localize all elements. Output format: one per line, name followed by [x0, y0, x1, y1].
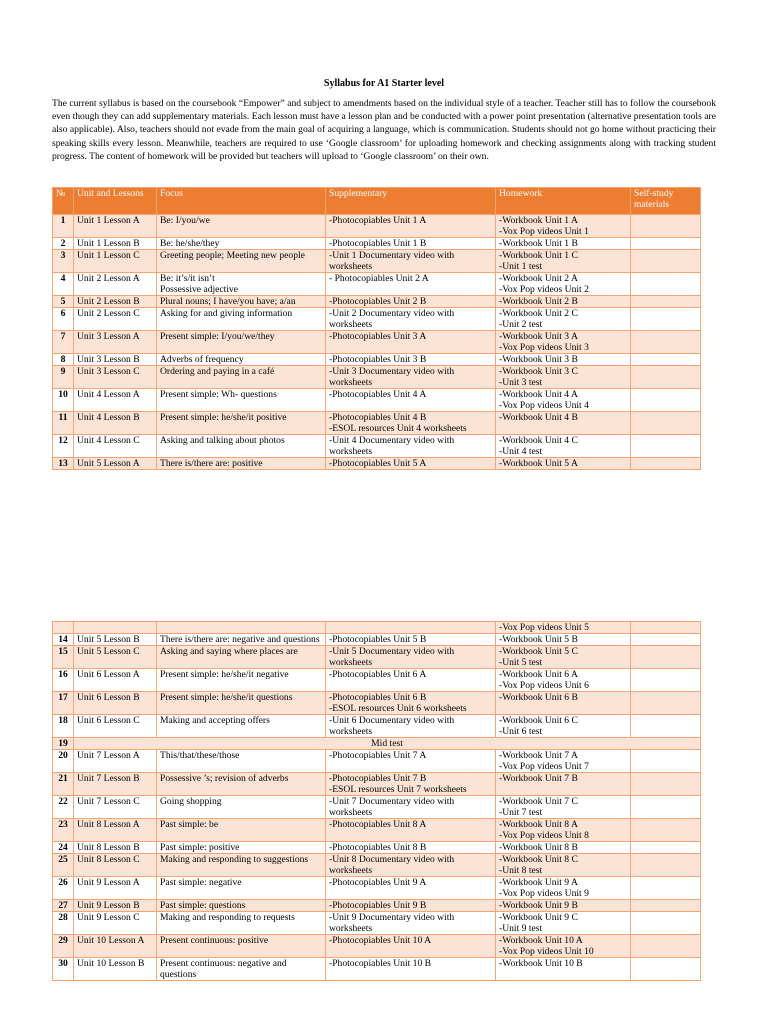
cell-number: 19 [53, 738, 74, 750]
cell-supplementary: -Photocopiables Unit 2 B [326, 296, 496, 308]
cell-unit: Unit 3 Lesson A [74, 331, 157, 354]
table-row [53, 354, 701, 366]
cell-focus: Asking and talking about photos [157, 435, 326, 458]
cell-self-study [631, 354, 701, 366]
cell-number: 6 [53, 308, 74, 331]
cell-homework: -Vox Pop videos Unit 5 [496, 622, 631, 634]
cell-supplementary: -Unit 9 Documentary video with worksheets [326, 912, 496, 935]
cell-homework: -Workbook Unit 7 B [496, 773, 631, 796]
cell-homework: -Workbook Unit 7 C -Unit 7 test [496, 796, 631, 819]
header-homework: Homework [496, 188, 631, 215]
cell-supplementary: -Unit 5 Documentary video with worksheets [326, 646, 496, 669]
cell-focus: Going shopping [157, 796, 326, 819]
syllabus-table-page-1 [52, 187, 701, 470]
cell-supplementary: -Photocopiables Unit 6 B -ESOL resources Unit 6 worksheets [326, 692, 496, 715]
table-row [53, 273, 701, 296]
cell-focus: There is/there are: negative and questions [157, 634, 326, 646]
cell-self-study [631, 900, 701, 912]
cell-unit: Unit 2 Lesson C [74, 308, 157, 331]
cell-number: 22 [53, 796, 74, 819]
cell-self-study [631, 773, 701, 796]
table-row [53, 646, 701, 669]
cell-unit: Unit 7 Lesson C [74, 796, 157, 819]
cell-supplementary: -Photocopiables Unit 9 B [326, 900, 496, 912]
cell-homework: -Workbook Unit 6 C -Unit 6 test [496, 715, 631, 738]
cell-number: 5 [53, 296, 74, 308]
table-row [53, 773, 701, 796]
cell-unit: Unit 2 Lesson A [74, 273, 157, 296]
table-row [53, 877, 701, 900]
cell-supplementary: -Unit 2 Documentary video with worksheets [326, 308, 496, 331]
cell-self-study [631, 819, 701, 842]
cell-focus: Be: I/you/we [157, 215, 326, 238]
table-row [53, 238, 701, 250]
table-row [53, 854, 701, 877]
cell-supplementary: -Photocopiables Unit 8 A [326, 819, 496, 842]
cell-homework: -Workbook Unit 9 A -Vox Pop videos Unit 9 [496, 877, 631, 900]
cell-homework: -Workbook Unit 9 C -Unit 9 test [496, 912, 631, 935]
cell-number: 8 [53, 354, 74, 366]
cell-supplementary: -Photocopiables Unit 6 A [326, 669, 496, 692]
table-row [53, 296, 701, 308]
cell-unit: Unit 1 Lesson C [74, 250, 157, 273]
cell-supplementary: -Photocopiables Unit 10 B [326, 958, 496, 981]
cell-self-study [631, 389, 701, 412]
cell-supplementary: -Photocopiables Unit 5 A [326, 458, 496, 470]
cell-focus: Present simple: I/you/we/they [157, 331, 326, 354]
table-row [53, 634, 701, 646]
cell-self-study [631, 308, 701, 331]
cell-number: 17 [53, 692, 74, 715]
table-row [53, 738, 701, 750]
table-row [53, 842, 701, 854]
cell-self-study [631, 215, 701, 238]
cell-unit: Unit 9 Lesson B [74, 900, 157, 912]
cell-focus: There is/there are: positive [157, 458, 326, 470]
cell-number: 2 [53, 238, 74, 250]
cell-focus: Past simple: positive [157, 842, 326, 854]
header-supplementary: Supplementary [326, 188, 496, 215]
cell-self-study [631, 458, 701, 470]
cell-self-study [631, 646, 701, 669]
cell-supplementary: -Photocopiables Unit 3 B [326, 354, 496, 366]
cell-unit: Unit 7 Lesson B [74, 773, 157, 796]
table-row [53, 958, 701, 981]
cell-unit: Unit 1 Lesson A [74, 215, 157, 238]
cell-focus: Past simple: questions [157, 900, 326, 912]
cell-homework: -Workbook Unit 10 B [496, 958, 631, 981]
cell-number: 20 [53, 750, 74, 773]
cell-focus: Present simple: Wh- questions [157, 389, 326, 412]
cell-self-study [631, 750, 701, 773]
table-row [53, 912, 701, 935]
cell-number: 12 [53, 435, 74, 458]
cell-supplementary: -Unit 1 Documentary video with worksheets [326, 250, 496, 273]
cell-number: 14 [53, 634, 74, 646]
cell-self-study [631, 692, 701, 715]
cell-homework: -Workbook Unit 5 A [496, 458, 631, 470]
cell-supplementary: -Photocopiables Unit 7 A [326, 750, 496, 773]
cell-focus: Be: it’s/it isn’t Possessive adjective [157, 273, 326, 296]
table-row [53, 389, 701, 412]
table-header-row [53, 188, 701, 215]
cell-supplementary: -Photocopiables Unit 8 B [326, 842, 496, 854]
cell-focus: Present simple: he/she/it questions [157, 692, 326, 715]
cell-homework: -Workbook Unit 1 C -Unit 1 test [496, 250, 631, 273]
cell-supplementary: -Photocopiables Unit 7 B -ESOL resources Unit 7 worksheets [326, 773, 496, 796]
cell-unit: Unit 10 Lesson B [74, 958, 157, 981]
cell-supplementary: -Photocopiables Unit 4 B -ESOL resources Unit 4 worksheets [326, 412, 496, 435]
cell-focus: Plural nouns; I have/you have; a/an [157, 296, 326, 308]
table-row [53, 215, 701, 238]
cell-self-study [631, 912, 701, 935]
table-row [53, 308, 701, 331]
cell-homework: -Workbook Unit 3 A -Vox Pop videos Unit 3 [496, 331, 631, 354]
cell-self-study [631, 634, 701, 646]
page-title: Syllabus for A1 Starter level [323, 78, 445, 89]
cell-homework: -Workbook Unit 2 B [496, 296, 631, 308]
cell-homework: -Workbook Unit 9 B [496, 900, 631, 912]
table-row-continuation [53, 622, 701, 634]
cell-supplementary: -Unit 7 Documentary video with worksheets [326, 796, 496, 819]
cell-homework: -Workbook Unit 6 A -Vox Pop videos Unit 6 [496, 669, 631, 692]
header-focus: Focus [157, 188, 326, 215]
cell-unit: Unit 3 Lesson B [74, 354, 157, 366]
cell-self-study [631, 715, 701, 738]
cell-number: 9 [53, 366, 74, 389]
cell-homework: -Workbook Unit 4 B [496, 412, 631, 435]
cell-homework: -Workbook Unit 4 C -Unit 4 test [496, 435, 631, 458]
cell-self-study [631, 958, 701, 981]
cell-unit: Unit 4 Lesson A [74, 389, 157, 412]
cell-number: 3 [53, 250, 74, 273]
cell-focus: Adverbs of frequency [157, 354, 326, 366]
cell-number: 13 [53, 458, 74, 470]
cell-self-study [631, 842, 701, 854]
cell-supplementary: -Photocopiables Unit 1 B [326, 238, 496, 250]
header-self-study: Self-study materials [631, 188, 701, 215]
cell-unit: Unit 8 Lesson A [74, 819, 157, 842]
cell-merged: Mid test [74, 738, 701, 750]
cell-focus: Present continuous: positive [157, 935, 326, 958]
header-number: № [53, 188, 74, 215]
table-row [53, 692, 701, 715]
cell-number: 29 [53, 935, 74, 958]
cell-self-study [631, 250, 701, 273]
cell-focus: Present simple: he/she/it negative [157, 669, 326, 692]
table-row [53, 250, 701, 273]
cell-homework: -Workbook Unit 8 A -Vox Pop videos Unit 8 [496, 819, 631, 842]
cell-focus: Present continuous: negative and questions [157, 958, 326, 981]
cell-number: 23 [53, 819, 74, 842]
cell-focus: Present simple: he/she/it positive [157, 412, 326, 435]
cell-self-study [631, 877, 701, 900]
cell-unit: Unit 4 Lesson B [74, 412, 157, 435]
cell-homework: -Workbook Unit 4 A -Vox Pop videos Unit 4 [496, 389, 631, 412]
cell-number: 7 [53, 331, 74, 354]
table-row [53, 669, 701, 692]
cell-unit: Unit 8 Lesson B [74, 842, 157, 854]
table-row [53, 935, 701, 958]
cell-number: 4 [53, 273, 74, 296]
cell-self-study [631, 331, 701, 354]
cell-homework: -Workbook Unit 1 A -Vox Pop videos Unit 1 [496, 215, 631, 238]
cell-supplementary: -Unit 6 Documentary video with worksheets [326, 715, 496, 738]
cell-supplementary: -Unit 3 Documentary video with worksheets [326, 366, 496, 389]
cell-self-study [631, 796, 701, 819]
table-row [53, 366, 701, 389]
cell-focus: Making and responding to requests [157, 912, 326, 935]
table-row [53, 715, 701, 738]
table-row [53, 796, 701, 819]
syllabus-table-page-2 [52, 621, 701, 981]
cell-self-study [631, 435, 701, 458]
table-row [53, 331, 701, 354]
cell-number: 16 [53, 669, 74, 692]
cell-number: 21 [53, 773, 74, 796]
cell-unit: Unit 2 Lesson B [74, 296, 157, 308]
cell-supplementary: -Photocopiables Unit 10 A [326, 935, 496, 958]
cell-unit: Unit 5 Lesson B [74, 634, 157, 646]
cell-homework: -Workbook Unit 5 B [496, 634, 631, 646]
cell-self-study [631, 669, 701, 692]
cell-number: 30 [53, 958, 74, 981]
cell-self-study [631, 296, 701, 308]
cell-supplementary: -Unit 8 Documentary video with worksheets [326, 854, 496, 877]
cell-number: 27 [53, 900, 74, 912]
cell-unit: Unit 6 Lesson C [74, 715, 157, 738]
cell-unit: Unit 8 Lesson C [74, 854, 157, 877]
cell-self-study [631, 366, 701, 389]
cell-unit: Unit 7 Lesson A [74, 750, 157, 773]
cell-number: 11 [53, 412, 74, 435]
cell-supplementary: - Photocopiables Unit 2 A [326, 273, 496, 296]
cell-unit: Unit 6 Lesson A [74, 669, 157, 692]
table-row [53, 412, 701, 435]
cell-focus: Possessive ’s; revision of adverbs [157, 773, 326, 796]
cell-number: 24 [53, 842, 74, 854]
cell-self-study [631, 238, 701, 250]
cell-focus: Greeting people; Meeting new people [157, 250, 326, 273]
cell-unit: Unit 5 Lesson A [74, 458, 157, 470]
cell-unit: Unit 9 Lesson A [74, 877, 157, 900]
cell-number: 15 [53, 646, 74, 669]
cell-focus: Ordering and paying in a café [157, 366, 326, 389]
table-row [53, 900, 701, 912]
cell-unit: Unit 4 Lesson C [74, 435, 157, 458]
cell-number: 26 [53, 877, 74, 900]
cell-self-study [631, 935, 701, 958]
cell-focus: Making and accepting offers [157, 715, 326, 738]
cell-unit: Unit 5 Lesson C [74, 646, 157, 669]
cell-self-study [631, 412, 701, 435]
cell-self-study [631, 854, 701, 877]
cell-supplementary: -Photocopiables Unit 1 A [326, 215, 496, 238]
cell-number: 1 [53, 215, 74, 238]
cell-focus: Asking for and giving information [157, 308, 326, 331]
table-row [53, 435, 701, 458]
cell-supplementary: -Photocopiables Unit 5 B [326, 634, 496, 646]
cell-homework: -Workbook Unit 1 B [496, 238, 631, 250]
cell-unit: Unit 1 Lesson B [74, 238, 157, 250]
cell-homework: -Workbook Unit 2 C -Unit 2 test [496, 308, 631, 331]
cell-number: 25 [53, 854, 74, 877]
cell-homework: -Workbook Unit 6 B [496, 692, 631, 715]
cell-focus: Making and responding to suggestions [157, 854, 326, 877]
cell-unit: Unit 3 Lesson C [74, 366, 157, 389]
table-row [53, 819, 701, 842]
cell-self-study [631, 273, 701, 296]
table-row [53, 458, 701, 470]
cell-homework: -Workbook Unit 8 B [496, 842, 631, 854]
intro-paragraph: The current syllabus is based on the coursebook “Empower” and subject to amendments based on the individual style of a teacher. Teacher still has to follow the coursebook even though they can add supplementary materials. Each lesson must have a lesson plan and be conducted with a power point presentation (alternative presentation tools are also applicable). Also, teachers should not evade from the main goal of acquiring a language, which is communication. Students should not go home without practicing their speaking skills every lesson. Meanwhile, teachers are required to use ‘Google classroom’ for uploading homework and checking assignments along with tracking student progress. The content of homework will be provided but teachers will upload to ‘Google classroom’ on their own. [52, 98, 716, 162]
cell-number: 18 [53, 715, 74, 738]
cell-focus: Past simple: be [157, 819, 326, 842]
cell-number: 10 [53, 389, 74, 412]
cell-supplementary: -Unit 4 Documentary video with worksheets [326, 435, 496, 458]
cell-number: 28 [53, 912, 74, 935]
cell-supplementary: -Photocopiables Unit 4 A [326, 389, 496, 412]
table-row [53, 750, 701, 773]
cell-homework: -Workbook Unit 3 C -Unit 3 test [496, 366, 631, 389]
cell-focus: Asking and saying where places are [157, 646, 326, 669]
cell-homework: -Workbook Unit 2 A -Vox Pop videos Unit 2 [496, 273, 631, 296]
cell-homework: -Workbook Unit 5 C -Unit 5 test [496, 646, 631, 669]
cell-homework: -Workbook Unit 7 A -Vox Pop videos Unit 7 [496, 750, 631, 773]
cell-unit: Unit 6 Lesson B [74, 692, 157, 715]
header-unit: Unit and Lessons [74, 188, 157, 215]
cell-supplementary: -Photocopiables Unit 9 A [326, 877, 496, 900]
cell-unit: Unit 10 Lesson A [74, 935, 157, 958]
cell-supplementary: -Photocopiables Unit 3 A [326, 331, 496, 354]
cell-focus: Past simple: negative [157, 877, 326, 900]
cell-homework: -Workbook Unit 10 A -Vox Pop videos Unit 10 [496, 935, 631, 958]
cell-homework: -Workbook Unit 3 B [496, 354, 631, 366]
cell-homework: -Workbook Unit 8 C -Unit 8 test [496, 854, 631, 877]
cell-focus: Be: he/she/they [157, 238, 326, 250]
cell-unit: Unit 9 Lesson C [74, 912, 157, 935]
cell-focus: This/that/these/those [157, 750, 326, 773]
